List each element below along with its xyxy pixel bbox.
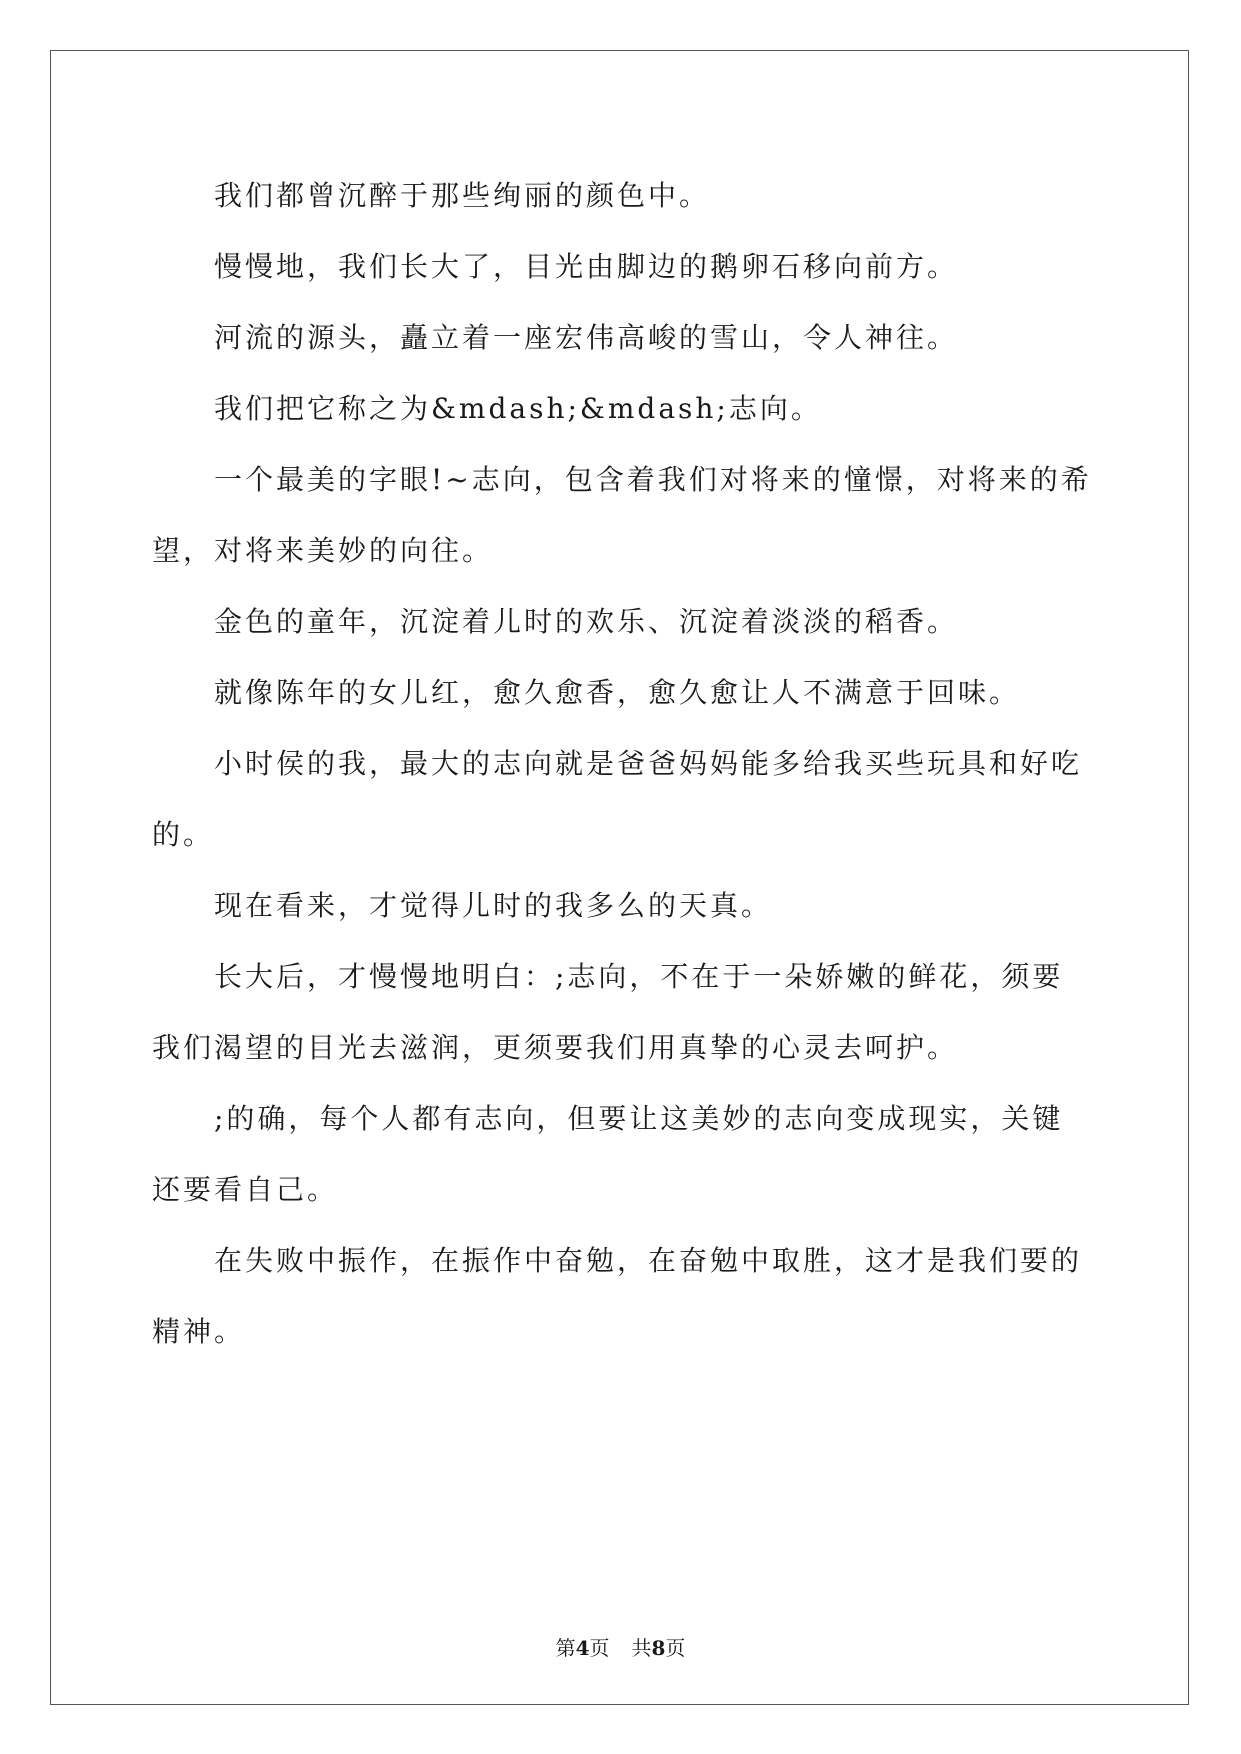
paragraph: 金色的童年，沉淀着儿时的欢乐、沉淀着淡淡的稻香。: [214, 605, 959, 638]
page-suffix: 页: [589, 1636, 610, 1660]
document-body: [152, 160, 1092, 1367]
paragraph: 现在看来，才觉得儿时的我多么的天真。: [214, 889, 773, 922]
paragraph: 就像陈年的女儿红，愈久愈香，愈久愈让人不满意于回味。: [214, 676, 1021, 709]
total-suffix: 页: [665, 1636, 686, 1660]
current-page-number: 4: [575, 1636, 590, 1660]
paragraph: ;的确，每个人都有志向，但要让这美妙的志向变成现实，关键还要看自己。: [152, 1102, 1064, 1206]
page-footer: [0, 1632, 1241, 1661]
paragraph: 我们把它称之为&mdash;&mdash;志向。: [214, 392, 822, 425]
total-prefix: 共: [631, 1636, 652, 1660]
paragraph: 慢慢地，我们长大了，目光由脚边的鹅卵石移向前方。: [214, 250, 959, 283]
paragraph: 小时侯的我，最大的志向就是爸爸妈妈能多给我买些玩具和好吃的。: [152, 747, 1083, 851]
paragraph: 在失败中振作，在振作中奋勉，在奋勉中取胜，这才是我们要的精神。: [152, 1244, 1083, 1348]
total-pages-number: 8: [651, 1636, 666, 1660]
page-prefix: 第: [555, 1636, 576, 1660]
paragraph: 我们都曾沉醉于那些绚丽的颜色中。: [214, 179, 711, 212]
paragraph: 一个最美的字眼!~志向，包含着我们对将来的憧憬，对将来的希望，对将来美妙的向往。: [152, 463, 1092, 567]
paragraph: 长大后，才慢慢地明白：;志向，不在于一朵娇嫩的鲜花，须要我们渴望的目光去滋润，更须要我们用真挚的心灵去呵护。: [152, 960, 1064, 1064]
paragraph: 河流的源头，矗立着一座宏伟高峻的雪山，令人神往。: [214, 321, 959, 354]
